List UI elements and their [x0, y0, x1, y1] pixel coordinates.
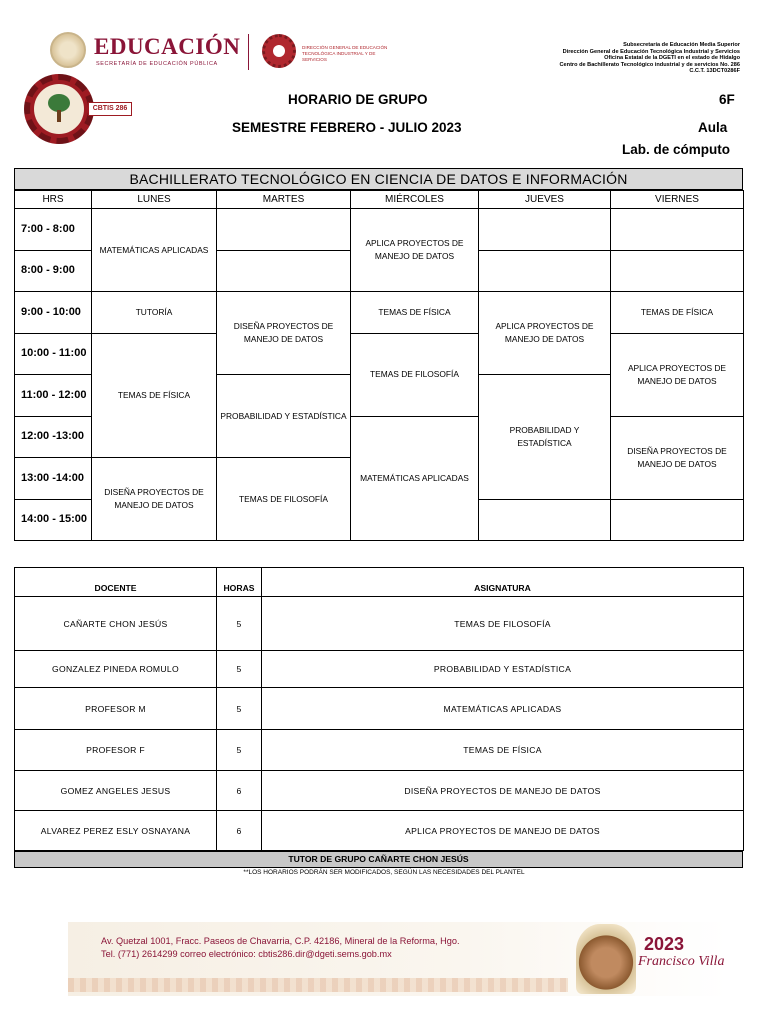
- class-cell: MATEMÁTICAS APLICADAS: [92, 209, 217, 292]
- empty-cell: [611, 499, 744, 541]
- table-row: [15, 209, 744, 251]
- table-row: [15, 730, 744, 771]
- column-header: DOCENTE: [15, 568, 217, 597]
- class-cell: APLICA PROYECTOS DE MANEJO DE DATOS: [479, 292, 611, 375]
- table-row: [15, 333, 744, 375]
- class-cell: MATEMÁTICAS APLICADAS: [351, 416, 479, 541]
- empty-cell: [217, 250, 351, 292]
- teacher-name: GOMEZ ANGELES JESUS: [15, 771, 217, 811]
- institution-line: Oficina Estatal de la DGETI en el estado de Hidalgo: [604, 55, 740, 62]
- teacher-hours: 5: [217, 688, 262, 730]
- footer-contact: Tel. (771) 2614299 correo electrónico: cbtis286.dir@dgeti.sems.gob.mx: [101, 949, 392, 959]
- class-cell: TEMAS DE FÍSICA: [92, 333, 217, 458]
- teachers-table: [14, 567, 744, 851]
- teacher-hours: 5: [217, 597, 262, 651]
- table-row: [15, 811, 744, 851]
- table-row: [15, 292, 744, 334]
- empty-cell: [479, 209, 611, 251]
- schedule-note: **LOS HORARIOS PODRÁN SER MODIFICADOS, SEGÚN LAS NECESIDADES DEL PLANTEL: [243, 869, 525, 876]
- class-cell: DISEÑA PROYECTOS DE MANEJO DE DATOS: [217, 292, 351, 375]
- table-header-row: [15, 191, 744, 209]
- teacher-hours: 6: [217, 811, 262, 851]
- aula-value: Lab. de cómputo: [622, 142, 730, 157]
- educacion-wordmark: EDUCACIÓN: [94, 34, 241, 59]
- institution-line: Subsecretaría de Educación Media Superior: [623, 42, 740, 48]
- sep-subtitle: SECRETARÍA DE EDUCACIÓN PÚBLICA: [96, 61, 218, 67]
- column-header: HORAS: [217, 568, 262, 597]
- hour-cell: 14:00 - 15:00: [15, 499, 92, 541]
- empty-cell: [479, 250, 611, 292]
- empty-cell: [611, 209, 744, 251]
- hour-cell: 9:00 - 10:00: [15, 292, 92, 334]
- group-code: 6F: [719, 92, 735, 107]
- villa-name: Francisco Villa: [638, 954, 725, 969]
- institution-block: [480, 42, 740, 75]
- teacher-subject: DISEÑA PROYECTOS DE MANEJO DE DATOS: [262, 771, 744, 811]
- teacher-hours: 5: [217, 730, 262, 771]
- teacher-subject: TEMAS DE FILOSOFÍA: [262, 597, 744, 651]
- schedule-table: [14, 190, 744, 541]
- class-cell: TUTORÍA: [92, 292, 217, 334]
- class-cell: TEMAS DE FÍSICA: [611, 292, 744, 334]
- gear-icon: [262, 34, 296, 68]
- footer-address: Av. Quetzal 1001, Fracc. Paseos de Chavarria, C.P. 42186, Mineral de la Reforma, Hgo.: [101, 936, 460, 946]
- column-header: LUNES: [92, 191, 217, 209]
- class-cell: APLICA PROYECTOS DE MANEJO DE DATOS: [611, 333, 744, 416]
- column-header: JUEVES: [479, 191, 611, 209]
- institution-line: C.C.T. 13DCT0286F: [689, 68, 740, 75]
- cbtis-badge: CBTIS 286: [88, 102, 132, 116]
- class-cell: APLICA PROYECTOS DE MANEJO DE DATOS: [351, 209, 479, 292]
- column-header: VIERNES: [611, 191, 744, 209]
- teacher-name: CAÑARTE CHON JESÚS: [15, 597, 217, 651]
- teacher-name: PROFESOR F: [15, 730, 217, 771]
- schedule: [14, 168, 743, 541]
- class-cell: TEMAS DE FILOSOFÍA: [351, 333, 479, 416]
- empty-cell: [479, 499, 611, 541]
- program-title: BACHILLERATO TECNOLÓGICO EN CIENCIA DE DATOS E INFORMACIÓN: [14, 168, 743, 190]
- dgeti-line-2: TECNOLÓGICA INDUSTRIAL Y DE SERVICIOS: [302, 51, 376, 62]
- dgeti-line-1: DIRECCIÓN GENERAL DE EDUCACIÓN: [302, 45, 388, 50]
- teacher-subject: TEMAS DE FÍSICA: [262, 730, 744, 771]
- dgeti-logo: [262, 34, 392, 72]
- hour-cell: 8:00 - 9:00: [15, 250, 92, 292]
- table-row: [15, 771, 744, 811]
- teacher-name: GONZALEZ PINEDA ROMULO: [15, 651, 217, 688]
- hour-cell: 12:00 -13:00: [15, 416, 92, 458]
- institution-line: Centro de Bachillerato Tecnológico industrial y de servicios No. 286: [559, 61, 740, 68]
- teacher-hours: 5: [217, 651, 262, 688]
- villa-year: 2023: [644, 934, 685, 954]
- teacher-subject: MATEMÁTICAS APLICADAS: [262, 688, 744, 730]
- teacher-subject: PROBABILIDAD Y ESTADÍSTICA: [262, 651, 744, 688]
- class-cell: TEMAS DE FÍSICA: [351, 292, 479, 334]
- hour-cell: 10:00 - 11:00: [15, 333, 92, 375]
- empty-cell: [611, 250, 744, 292]
- column-header: MARTES: [217, 191, 351, 209]
- column-header: ASIGNATURA: [262, 568, 744, 597]
- hour-cell: 7:00 - 8:00: [15, 209, 92, 251]
- cbtis-logo: [20, 72, 138, 146]
- hour-cell: 11:00 - 12:00: [15, 375, 92, 417]
- teachers-section: [14, 567, 743, 851]
- educacion-logo: [50, 32, 240, 72]
- empty-cell: [217, 209, 351, 251]
- villa-portrait-icon: [576, 924, 636, 994]
- table-row: [15, 688, 744, 730]
- class-cell: PROBABILIDAD Y ESTADÍSTICA: [479, 375, 611, 500]
- logo-divider: [248, 34, 249, 70]
- group-tutor: TUTOR DE GRUPO CAÑARTE CHON JESÚS: [14, 851, 743, 868]
- table-row: [15, 597, 744, 651]
- teacher-name: ALVAREZ PEREZ ESLY OSNAYANA: [15, 811, 217, 851]
- semester-title: SEMESTRE FEBRERO - JULIO 2023: [232, 120, 462, 135]
- table-header-row: [15, 568, 744, 597]
- table-row: [15, 651, 744, 688]
- teacher-name: PROFESOR M: [15, 688, 217, 730]
- footer-banner: [68, 922, 728, 996]
- class-cell: TEMAS DE FILOSOFÍA: [217, 458, 351, 541]
- teacher-hours: 6: [217, 771, 262, 811]
- eagle-seal-icon: [50, 32, 86, 68]
- teacher-subject: APLICA PROYECTOS DE MANEJO DE DATOS: [262, 811, 744, 851]
- column-header: HRS: [15, 191, 92, 209]
- class-cell: PROBABILIDAD Y ESTADÍSTICA: [217, 375, 351, 458]
- class-cell: DISEÑA PROYECTOS DE MANEJO DE DATOS: [611, 416, 744, 499]
- institution-line: Dirección General de Educación Tecnológica Industrial y Servicios: [562, 48, 740, 55]
- hour-cell: 13:00 -14:00: [15, 458, 92, 500]
- class-cell: DISEÑA PROYECTOS DE MANEJO DE DATOS: [92, 458, 217, 541]
- aula-label: Aula: [698, 120, 728, 135]
- page-title: HORARIO DE GRUPO: [288, 92, 428, 107]
- column-header: MIÉRCOLES: [351, 191, 479, 209]
